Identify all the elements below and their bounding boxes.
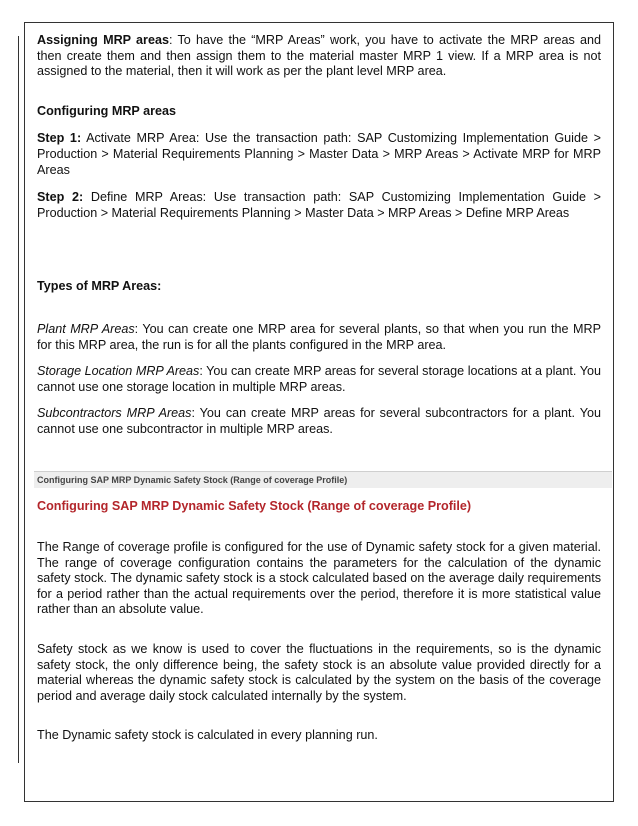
document-body <box>37 33 601 744</box>
step2-text: Define MRP Areas: Use transaction path: SAP Customizing Implementation Guide > Production > Material Requirements Planning > Master Data > MRP Areas > Define MRP Areas <box>37 190 601 220</box>
step1-paragraph <box>37 131 601 178</box>
step2-paragraph <box>37 190 601 221</box>
post-title: Configuring SAP MRP Dynamic Safety Stock (Range of coverage Profile) <box>37 498 472 513</box>
assigning-paragraph <box>37 33 601 80</box>
type-plant-label: Plant MRP Areas <box>37 321 135 336</box>
type-plant-text: : You can create one MRP area for several plants, so that when you run the MRP for this MRP area, the run is for all the plants configured in the MRP area. <box>37 321 601 352</box>
step1-text: Activate MRP Area: Use the transaction path: SAP Customizing Implementation Guide > Production > Material Requirements Planning > Master Data > MRP Areas > Activate MRP for MRP Areas <box>37 131 601 177</box>
margin-line <box>18 36 19 763</box>
post-title-bar: Configuring SAP MRP Dynamic Safety Stock (Range of coverage Profile) <box>34 471 612 488</box>
configuring-heading: Configuring MRP areas <box>37 103 177 118</box>
type-storage-text: : You can create MRP areas for several storage locations at a plant. You cannot use one storage location in multiple MRP areas. <box>37 364 602 394</box>
type-subcontractor-label: Subcontractors MRP Areas <box>37 406 192 421</box>
type-storage-paragraph <box>37 364 601 395</box>
paragraph-range-of-coverage: The Range of coverage profile is configured for the use of Dynamic safety stock for a given material. The range of coverage configuration contains the parameters for the calculation of the dynamic safety stock. The dynamic safety stock is a stock calculated based on the average daily requirements for a period rather than the actual requirements over the period, therefore it is more statistical value rather than an absolute value. <box>37 540 601 617</box>
type-subcontractor-paragraph <box>37 406 601 437</box>
type-storage-label: Storage Location MRP Areas <box>37 364 200 379</box>
paragraph-planning-run: The Dynamic safety stock is calculated in every planning run. <box>37 728 378 743</box>
step1-label: Step 1: <box>37 131 82 146</box>
paragraph-safety-stock: Safety stock as we know is used to cover the fluctuations in the requirements, so is the dynamic safety stock, the only difference being, the safety stock is an absolute value provided directly for a material whereas the dynamic safety stock is calculated by the system on the basis of the coverage period and average daily stock calculated internally by the system. <box>37 642 601 703</box>
assigning-label: Assigning MRP areas <box>37 33 169 47</box>
type-plant-paragraph <box>37 322 601 353</box>
type-subcontractor-text: : You can create MRP areas for several subcontractors for a plant. You cannot use one subcontractor in multiple MRP areas. <box>37 406 601 436</box>
assigning-text: : To have the “MRP Areas” work, you have to activate the MRP areas and then create them and then assign them to the material master MRP 1 view. If a MRP area is not assigned to the material, then it will work as per the plant level MRP area. <box>37 33 602 79</box>
step2-label: Step 2: <box>37 190 84 205</box>
types-heading: Types of MRP Areas: <box>37 279 162 294</box>
